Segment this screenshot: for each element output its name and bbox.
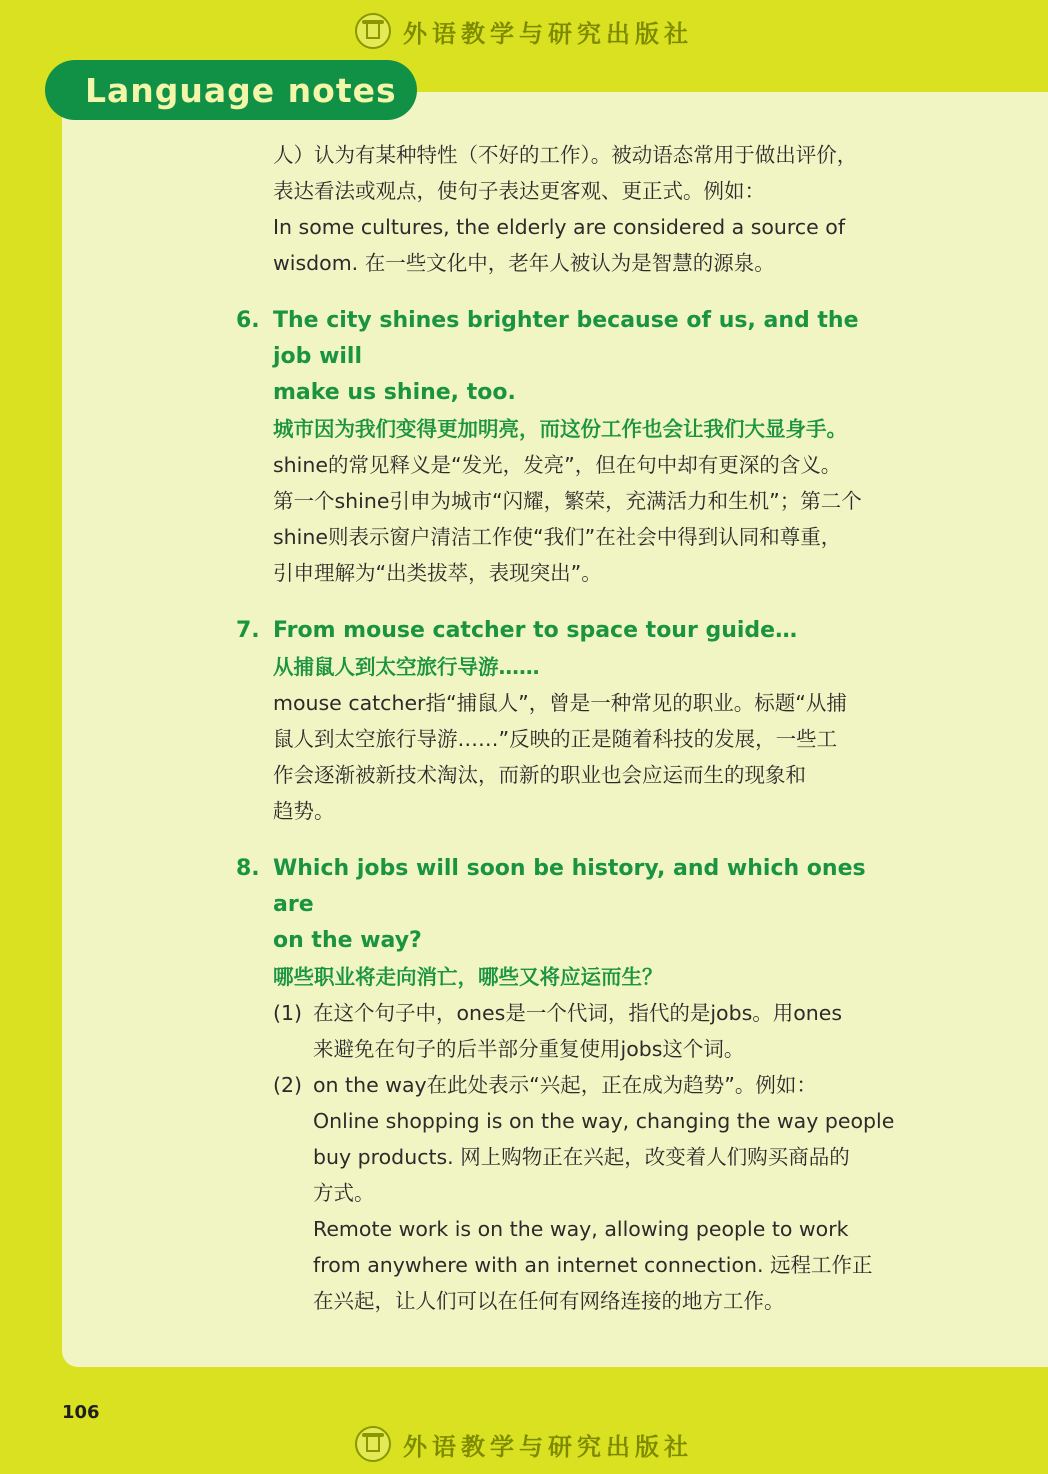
note-title-line: on the way? — [273, 928, 422, 953]
note-chinese-title: 城市因为我们变得更加明亮，而这份工作也会让我们大显身手。 — [273, 417, 847, 441]
note-number: 8. — [236, 856, 260, 881]
text-line: from anywhere with an internet connection. 远程工作正 — [313, 1253, 873, 1277]
publisher-header — [0, 3, 1048, 59]
sub-point-number: (1) — [273, 1001, 303, 1025]
page-number: 106 — [62, 1402, 100, 1423]
note-title-line: make us shine, too. — [273, 380, 516, 405]
section-tab — [45, 60, 417, 120]
note-title-line: The city shines brighter because of us, and the job will — [273, 308, 859, 369]
sub-point — [273, 1067, 896, 1319]
note-item — [236, 613, 896, 829]
text-line: mouse catcher指“捕鼠人”，曾是一种常见的职业。标题“从捕 — [273, 691, 847, 715]
section-title: Language notes — [85, 70, 397, 110]
text-line: 表达看法或观点，使句子表达更客观、更正式。例如： — [273, 179, 765, 203]
text-line: 在这个句子中，ones是一个代词，指代的是jobs。用ones — [313, 1001, 843, 1025]
notes-content — [236, 137, 896, 1319]
publisher-logo-icon — [355, 13, 391, 49]
text-line: 在兴起，让人们可以在任何有网络连接的地方工作。 — [313, 1289, 785, 1313]
note-number: 7. — [236, 618, 260, 643]
publisher-name: 外语教学与研究出版社 — [403, 19, 693, 48]
publisher-footer — [0, 1416, 1048, 1472]
text-line: Remote work is on the way, allowing people to work — [313, 1217, 849, 1241]
text-line: 引申理解为“出类拔萃，表现突出”。 — [273, 561, 602, 585]
note-body — [273, 447, 896, 591]
text-line: 第一个shine引申为城市“闪耀，繁荣，充满活力和生机”；第二个 — [273, 489, 862, 513]
note-title-line: Which jobs will soon be history, and which ones are — [273, 856, 866, 917]
note-item — [236, 851, 896, 1319]
publisher-logo-icon — [355, 1426, 391, 1462]
publisher-name: 外语教学与研究出版社 — [403, 1432, 693, 1461]
note-chinese-title: 从捕鼠人到太空旅行导游…… — [273, 655, 540, 679]
text-line: In some cultures, the elderly are considered a source of — [273, 215, 846, 239]
note-title-line: From mouse catcher to space tour guide… — [273, 618, 798, 643]
text-line: 来避免在句子的后半部分重复使用jobs这个词。 — [313, 1037, 745, 1061]
text-line: Online shopping is on the way, changing the way people — [313, 1109, 895, 1133]
note-chinese-title: 哪些职业将走向消亡，哪些又将应运而生？ — [273, 965, 663, 989]
text-line: buy products. 网上购物正在兴起，改变着人们购买商品的 — [313, 1145, 850, 1169]
note-body — [273, 685, 896, 829]
text-line: 方式。 — [313, 1181, 375, 1205]
note-item — [236, 303, 896, 591]
note-number: 6. — [236, 308, 260, 333]
sub-point-number: (2) — [273, 1073, 303, 1097]
text-line: 作会逐渐被新技术淘汰，而新的职业也会应运而生的现象和 — [273, 763, 806, 787]
text-line: 趋势。 — [273, 799, 335, 823]
text-line: shine则表示窗户清洁工作使“我们”在社会中得到认同和尊重， — [273, 525, 842, 549]
text-line: on the way在此处表示“兴起，正在成为趋势”。例如： — [313, 1073, 817, 1097]
text-line: 鼠人到太空旅行导游……”反映的正是随着科技的发展，一些工 — [273, 727, 838, 751]
intro-paragraph — [273, 137, 896, 281]
text-line: 人）认为有某种特性（不好的工作）。被动语态常用于做出评价， — [273, 143, 858, 167]
text-line: wisdom. 在一些文化中，老年人被认为是智慧的源泉。 — [273, 251, 775, 275]
sub-point — [273, 995, 896, 1067]
text-line: shine的常见释义是“发光，发亮”，但在句中却有更深的含义。 — [273, 453, 842, 477]
